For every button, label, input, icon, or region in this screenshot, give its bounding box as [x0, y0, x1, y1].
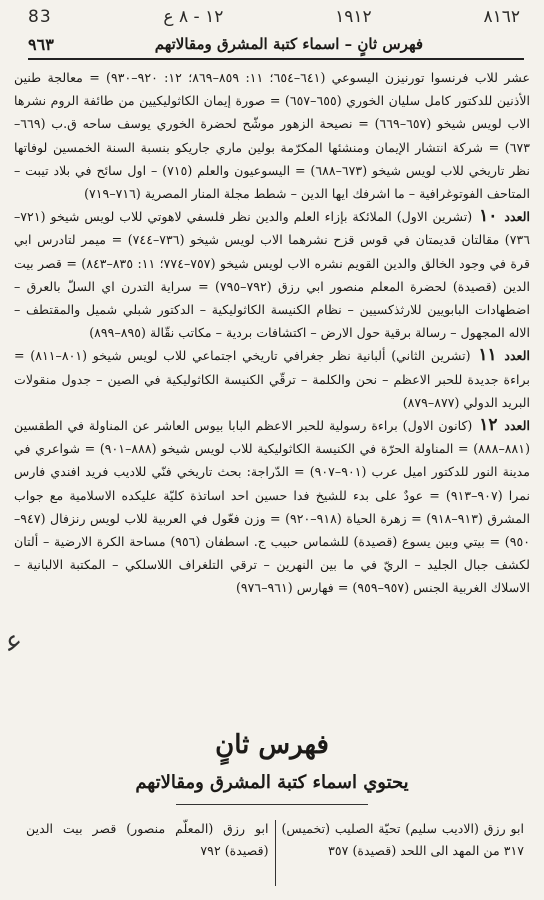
index-entry: ابو رزق (الاديب سليم) تحيّة الصليب (تخميس) ٣١٧ من المهد الى اللحد (قصيدة) ٣٥٧: [281, 821, 524, 858]
paragraph-text: (كانون الاول) براءة رسولية للحبر الاعظم البابا بيوس العاشر عن المناولة في الطقسين (٨٨١–٨٨٨) = المناولة الحرّة في الكنيسة الكاثوليكية للاب لويس شيخو (٨٨٨–٩٠١) = شواعري في مدينة النور للدكتور اميل عرب (٩٠١–٩٠٧) = الدّراجة: بحث تاريخي فنّي للاديب فريد افندي فارس نمرا (٩٠٧–٩١٣) = عودٌ على بدء للشيخ فدا حسين احد اساتذة كليّة عليكده الاسلامية مع جواب المشرق (٩١٣–٩١٨) = زهرة الحياة (٩١٨–٩٢٠) = وزن فعّول في العربية للاب لويس رنزفال (٩٤٧–٩٥٠) = بيتي وبين يسوع (قصيدة) للشماس حبيب ج. اسطفان (٩٥٦) مساحة الكرة الارضية – ألتان لكشف جبال الجليد – الريّ في ما بين النهرين – ترقي التلغراف اللاسلكي – المكتبة الالبانية – الاسلاك الغربية الجنس (٩٥٧–٩٥٩) = فهارس (٩٦١–٩٧٦): [14, 418, 530, 596]
running-header-title: فهرس ثانٍ – اسماء كتبة المشرق ومقالاتهم: [154, 35, 424, 53]
article-list: [14, 66, 530, 600]
index-entry: ابو رزق (المعلّم منصور) قصر بيت الدين (قصيدة) ٧٩٢: [26, 821, 269, 858]
handwritten-annotations: [28, 4, 520, 30]
handwritten-note-1: 83: [28, 7, 52, 27]
paragraph-text: (تشرين الاول) الملائكة بإزاء العلم والدين نظر فلسفي لاهوتي للاب لويس شيخو (٧٢١–٧٣٦) مقالتان قديمتان في قوس قزح نشرهما الاب لويس شيخو (٧٣٦–٧٤٤) = ميمر لتادرس ابي قرة في وجود الخالق والدين القويم نشره الاب لويس شيخو (٧٥٧–٧٧٤؛ ١١: ٨٣٥–٨٤٣) = قصر بيت الدين (قصيدة) لحضرة المعلم منصور ابي رزق (٧٩٢–٧٩٥) = سراية التدرن اي السلّ بالعرق – اضطهادات البابويين للارثذكسيين – نظام الكنيسة الكاثوليكية – الدكتور شبلي شميل والمقتطف – الاله المجهول – رسالة برقية حول الارض – اكتشافات بردية – مكاتب نقّالة (٨٩٥–٨٩٩): [14, 209, 531, 341]
issue-label: العدد: [504, 418, 530, 434]
handwritten-note-3: ١٩١٢: [335, 7, 372, 27]
paragraph-issue-12: [14, 414, 530, 600]
section-subtitle: يحتوي اسماء كتبة المشرق ومقالاتهم: [135, 772, 409, 793]
paragraph-text: عشر للاب فرنسوا تورنيزن اليسوعي (٦٤١–٦٥٤؛ ١١: ٨٥٩–٨٦٩؛ ١٢: ٩٢٠–٩٣٠) = معالجة طنين الأذنين للدكتور كامل سليان الخوري (٦٥٥–٦٥٧) = صورة إيمان الكاثوليكيين من طائفة الروم نشرها الاب لويس شيخو (٦٥٧–٦٦٩) = نصيحة الزهور موشّح لحضرة الخوري يوسف ساحه ق.ب (٦٦٩–٦٧٣) = شركة انتشار الإيمان ومنشئها المكرّمة بولين ماري جاريكو بنسبة السنة الخمسين لوفاتها نظر تاريخي للاب لويس شيخو (٦٧٣–٦٨٨) = اليسوعيون والعلم (٧١٥) – اول سائح في بلاد تيبت – المتاحف الفوتوغرافية – ما اشرفك ايها الدين – شطط مجلة المنار المصرية (٧١٦–٧١٩): [14, 70, 530, 202]
subtitle-underline: [176, 804, 368, 805]
paragraph-continuation: [14, 66, 530, 205]
paragraph-text: (تشرين الثاني) ألبانية نظر جغرافي تاريخي اجتماعي للاب لويس شيخو (٨٠١–٨١١) = براءة جديدة للحبر الاعظم – نحن والكلمة – ترقّي الكنيسة الكاثوليكية في الصين – جدول منقولات البريد الدولي (٨٧٧–٨٧٩): [14, 348, 530, 410]
section-title: فهرس ثانٍ: [215, 730, 329, 760]
issue-number: ١٢: [479, 415, 498, 436]
issue-label: العدد: [504, 348, 530, 364]
margin-handwritten-mark: ﻋ: [1, 624, 26, 658]
running-header: [28, 30, 524, 60]
handwritten-note-2: ١٢ - ٨ ع: [163, 7, 224, 27]
issue-label: العدد: [504, 209, 530, 225]
handwritten-note-4: ٨١٦٢: [483, 7, 520, 27]
page-number: ٩٦٣: [28, 34, 54, 54]
issue-number: ١٠: [479, 206, 498, 227]
author-index: [20, 818, 530, 888]
column-divider: [275, 820, 276, 886]
paragraph-issue-10: [14, 205, 530, 344]
paragraph-issue-11: [14, 344, 530, 414]
issue-number: ١١: [478, 345, 497, 366]
